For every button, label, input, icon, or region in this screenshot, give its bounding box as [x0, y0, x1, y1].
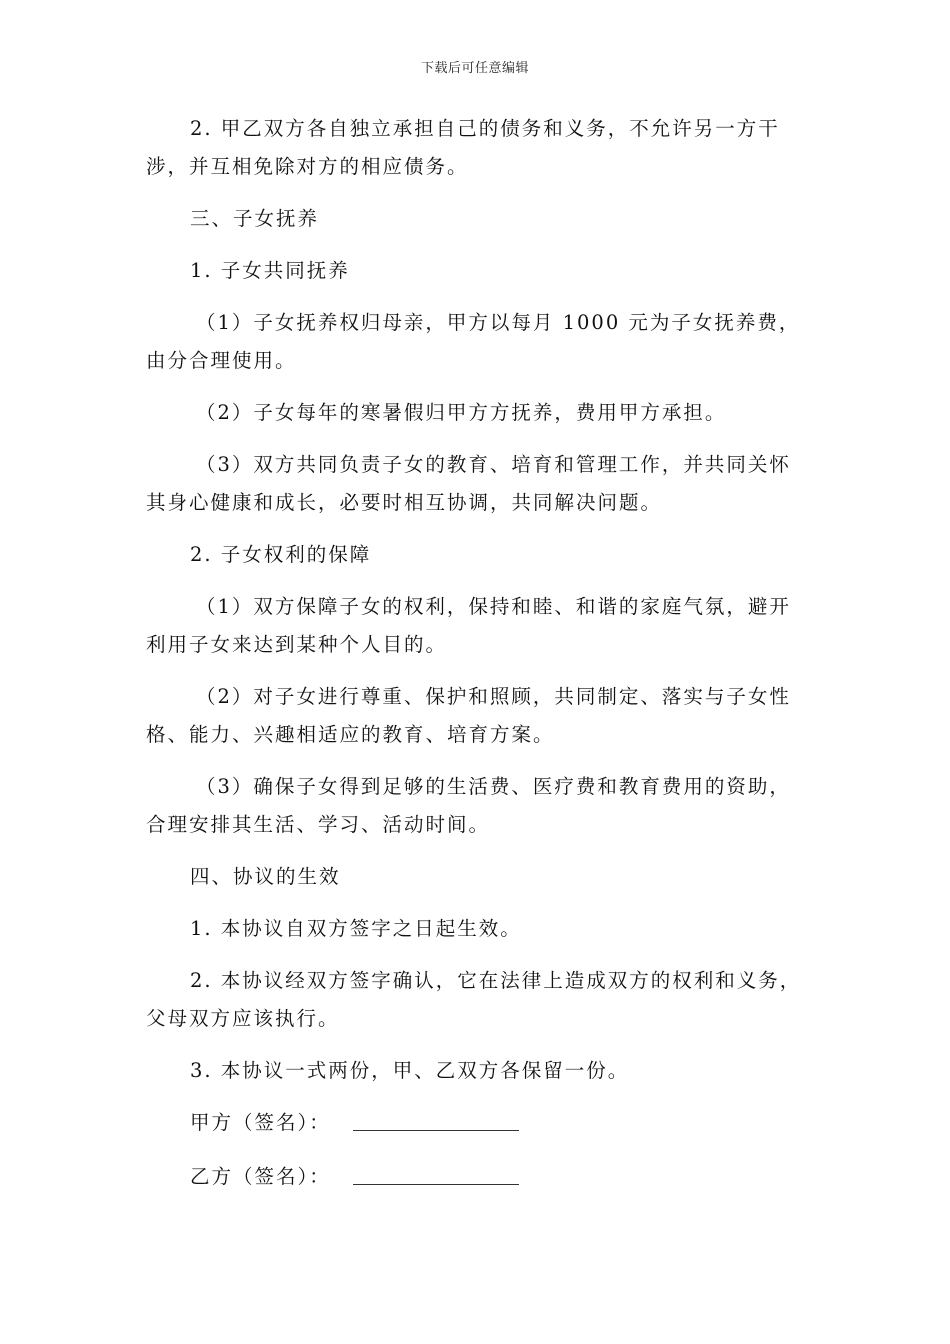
paragraph-line: 涉，并互相免除对方的相应债务。 — [146, 155, 469, 178]
paragraph-line: （2）对子女进行尊重、保护和照顾，共同制定、落实与子女性 — [196, 685, 791, 708]
item-holidays — [146, 394, 812, 432]
clause-effective-date — [146, 910, 812, 948]
subsection-joint-support — [146, 252, 812, 290]
subsection-rights — [146, 536, 812, 574]
item-education — [146, 446, 812, 522]
clause-legal-binding — [146, 962, 812, 1038]
paragraph-line: 3. 本协议一式两份，甲、乙双方各保留一份。 — [190, 1059, 630, 1082]
paragraph-line: 2. 甲乙双方各自独立承担自己的债务和义务，不允许另一方干 — [190, 117, 780, 140]
paragraph-line: 其身心健康和成长，必要时相互协调，共同解决问题。 — [146, 491, 663, 514]
paragraph-line: 1. 本协议自双方签字之日起生效。 — [190, 917, 522, 940]
signature-line — [353, 1162, 519, 1185]
paragraph-line: （1）双方保障子女的权利，保持和睦、和谐的家庭气氛，避开 — [196, 595, 791, 618]
signature-label: 乙方（签名）： — [190, 1165, 331, 1188]
item-custody — [146, 304, 812, 380]
item-expenses — [146, 768, 812, 844]
paragraph-line: （2）子女每年的寒暑假归甲方方抚养，费用甲方承担。 — [196, 401, 727, 424]
paragraph-line: 由分合理使用。 — [146, 349, 297, 372]
heading-text: 四、协议的生效 — [190, 865, 341, 888]
signature-line — [353, 1108, 519, 1131]
paragraph-debts — [146, 110, 812, 186]
paragraph-line: 合理安排其生活、学习、活动时间。 — [146, 813, 491, 836]
paragraph-line: （3）双方共同负责子女的教育、培育和管理工作，并共同关怀 — [196, 453, 791, 476]
subheading-text: 1. 子女共同抚养 — [190, 259, 350, 282]
signature-label: 甲方（签名）： — [190, 1111, 331, 1134]
item-rights-protection — [146, 588, 812, 664]
page-header: 下载后可任意编辑 — [420, 61, 529, 76]
signature-party-a — [146, 1104, 812, 1142]
paragraph-line: 利用子女来达到某种个人目的。 — [146, 633, 448, 656]
signature-party-b — [146, 1158, 812, 1196]
paragraph-line: 2. 本协议经双方签字确认，它在法律上造成双方的权利和义务， — [190, 969, 802, 992]
paragraph-line: （1）子女抚养权归母亲，甲方以每月 1000 元为子女抚养费， — [196, 311, 801, 334]
clause-copies — [146, 1052, 812, 1090]
paragraph-line: 格、能力、兴趣相适应的教育、培育方案。 — [146, 723, 555, 746]
subheading-text: 2. 子女权利的保障 — [190, 543, 372, 566]
heading-text: 三、子女抚养 — [190, 207, 320, 230]
item-respect — [146, 678, 812, 754]
section-heading-effectiveness — [146, 858, 812, 896]
document-body — [146, 110, 812, 1212]
paragraph-line: 父母双方应该执行。 — [146, 1007, 340, 1030]
paragraph-line: （3）确保子女得到足够的生活费、医疗费和教育费用的资助， — [196, 775, 791, 798]
section-heading-child-support — [146, 200, 812, 238]
